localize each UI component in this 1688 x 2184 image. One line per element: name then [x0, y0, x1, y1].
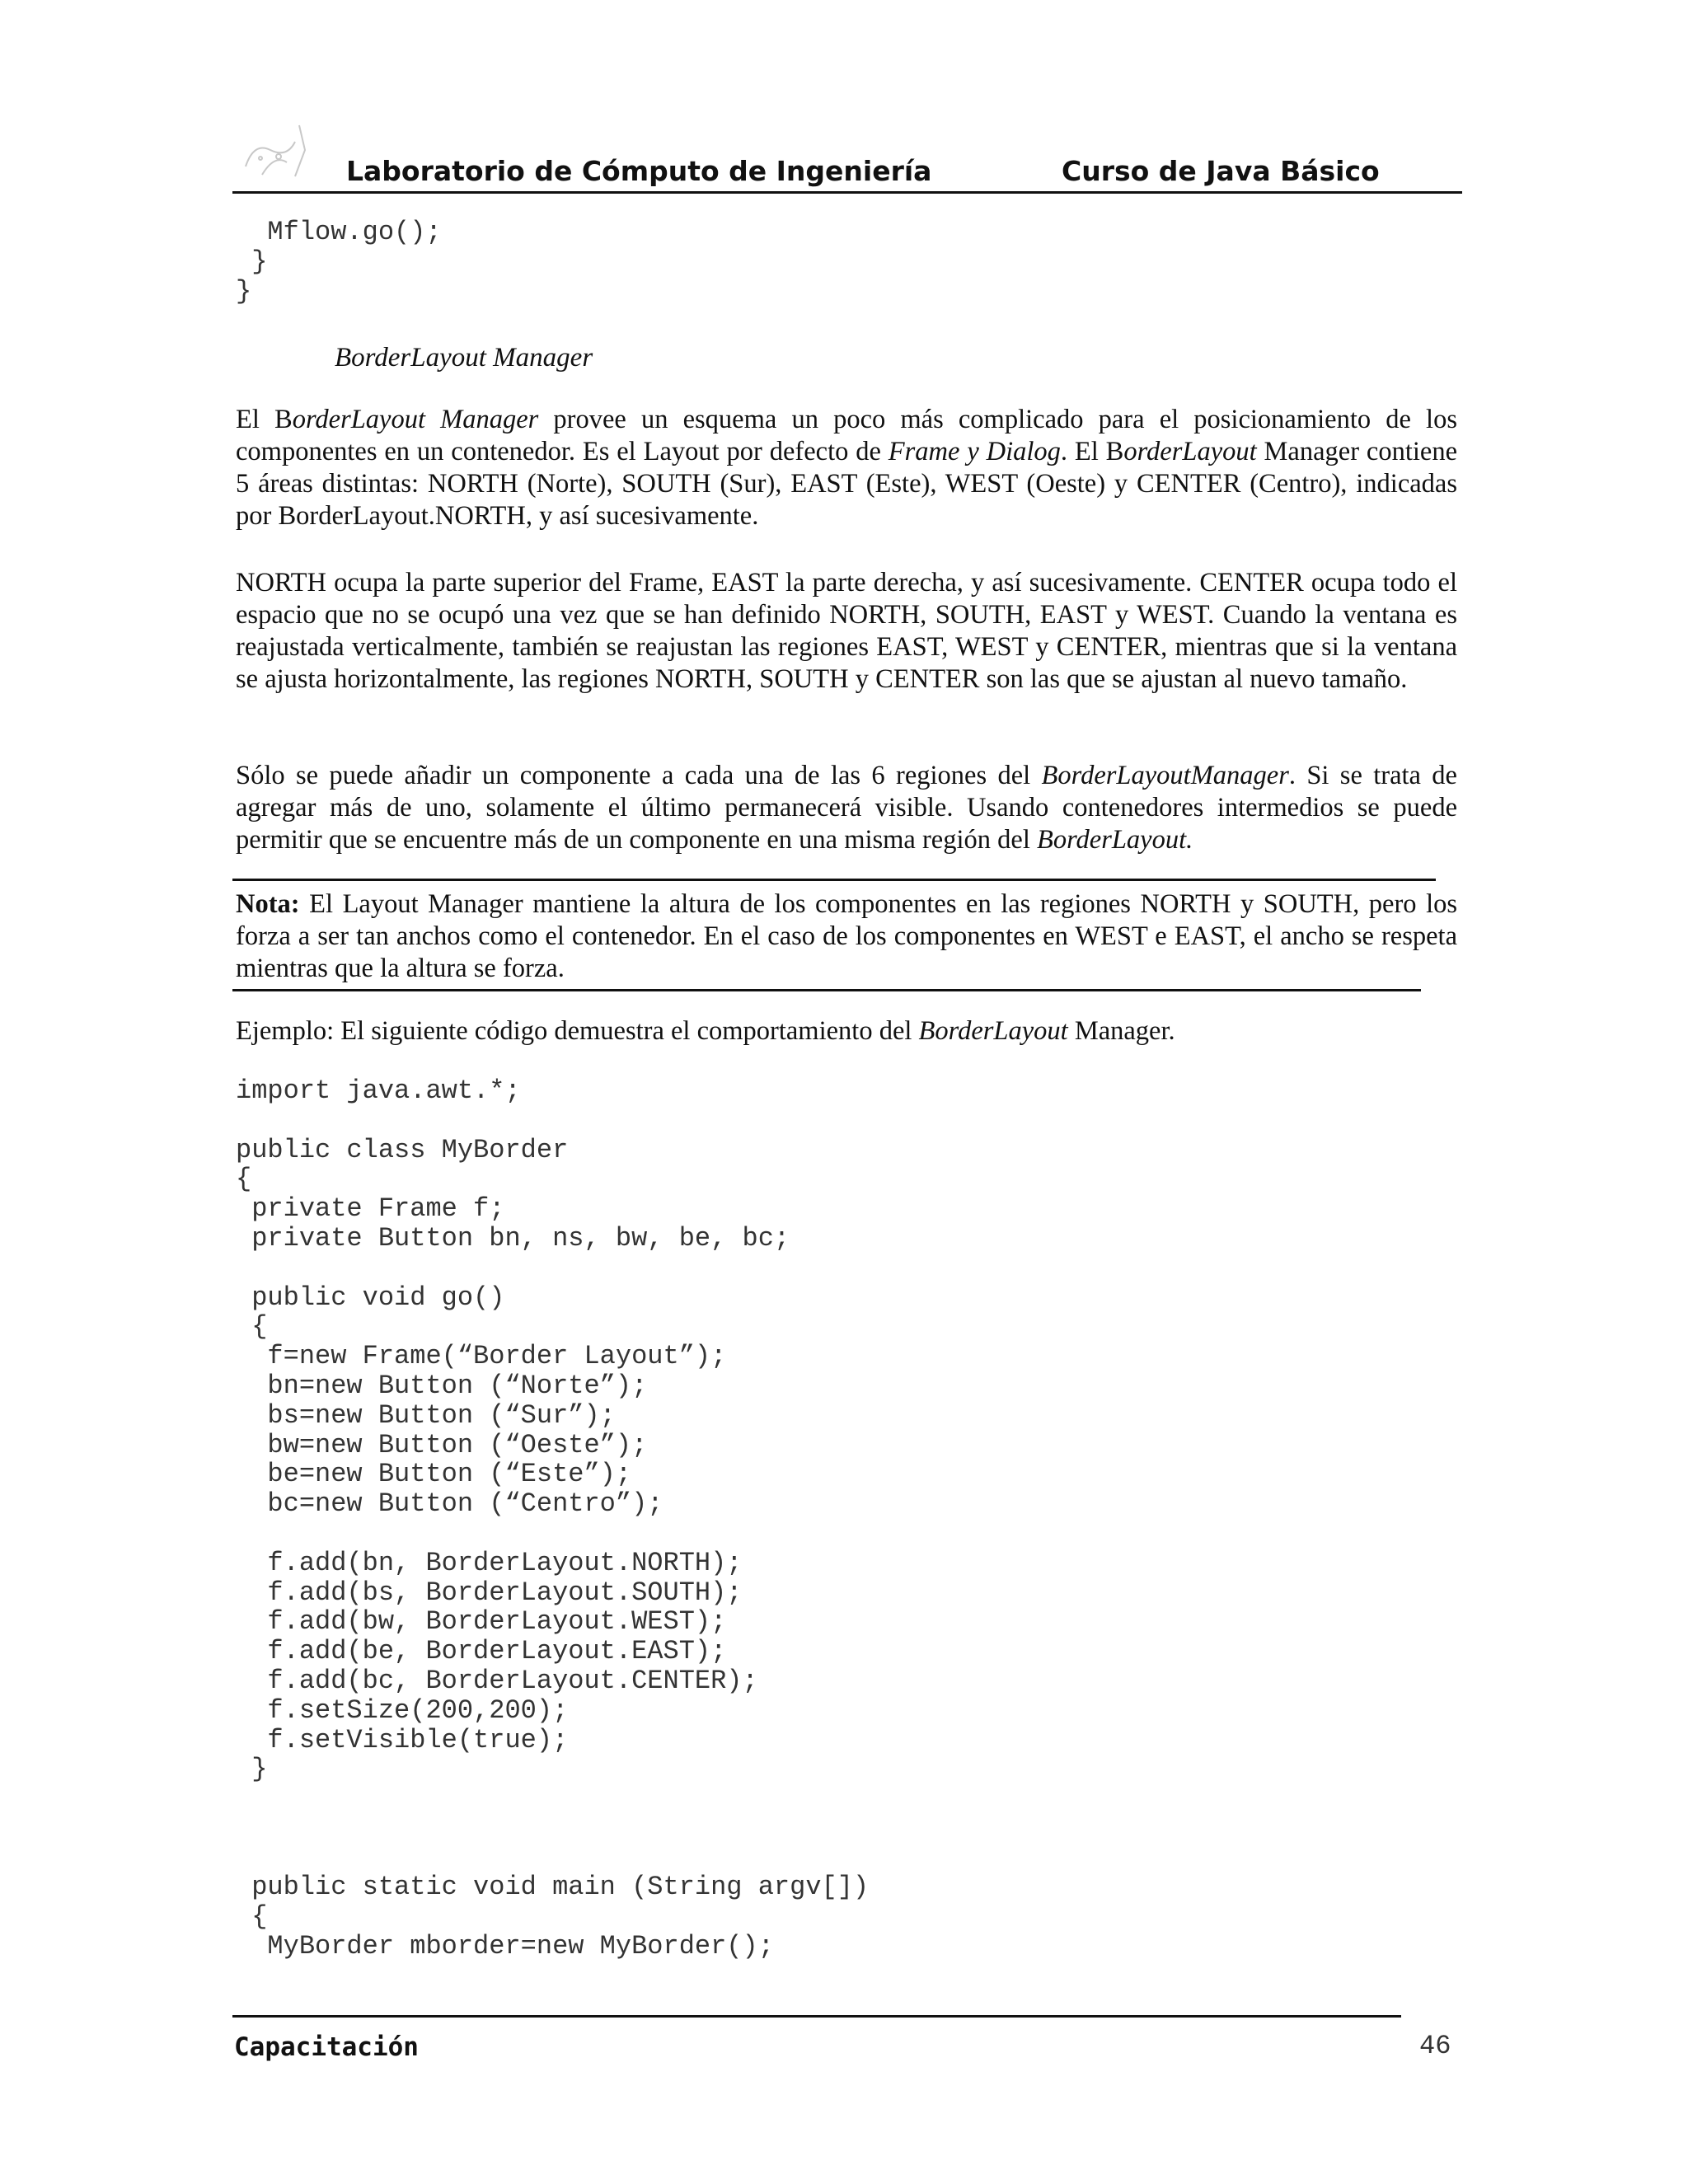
- code-line: f.add(be, BorderLayout.EAST);: [236, 1636, 727, 1667]
- paragraph-example: Ejemplo: El siguiente código demuestra el comportamiento del BorderLayout Manager.: [236, 1016, 1175, 1046]
- header-divider: [232, 191, 1462, 194]
- code-line: f.add(bs, BorderLayout.SOUTH);: [236, 1577, 743, 1608]
- institution-logo: [229, 117, 328, 183]
- code-line: }: [236, 246, 268, 277]
- code-line: }: [236, 1754, 268, 1785]
- code-line: [236, 1519, 790, 1549]
- code-line: public static void main (String argv[]): [236, 1872, 870, 1902]
- code-line: private Frame f;: [236, 1193, 505, 1225]
- header-title-left: Laboratorio de Cómputo de Ingeniería: [346, 155, 932, 187]
- code-line: Mflow.go();: [236, 217, 442, 247]
- page-number: 46: [1419, 2031, 1451, 2061]
- code-block-bottom: [236, 1872, 869, 1961]
- paragraph-intro: El BorderLayout Manager provee un esquema un poco más complicado para el posicionamiento de los componentes en un contenedor. Es el Layout por defecto de Frame y Dialog. El BorderLayout Manager contiene 5 áreas distintas: NORTH (Norte), SOUTH (Sur), EAST (Este), WEST (Oeste) y CENTER (Centro), indicadas por BorderLayout.NORTH, y así sucesivamente.: [236, 405, 1457, 531]
- code-line: be=new Button (“Este”);: [236, 1459, 632, 1490]
- code-line: private Button bn, ns, bw, be, bc;: [236, 1222, 790, 1254]
- code-line: bc=new Button (“Centro”);: [236, 1488, 663, 1520]
- note-bottom-divider: [232, 989, 1421, 991]
- code-line: public void go(): [236, 1282, 505, 1313]
- note-box: Nota: El Layout Manager mantiene la altura de los componentes en las regiones NORTH y SOUTH, pero los forza a ser tan anchos como el contenedor. En el caso de los componentes en WEST e EAST, el ancho se respeta mientras que la altura se forza.: [236, 889, 1457, 983]
- code-block-top: [236, 218, 442, 306]
- section-heading: BorderLayout Manager: [335, 343, 593, 373]
- code-line: f.add(bw, BorderLayout.WEST);: [236, 1606, 727, 1638]
- code-line: f.add(bn, BorderLayout.NORTH);: [236, 1547, 743, 1578]
- code-line: {: [236, 1900, 268, 1932]
- paragraph-components: Sólo se puede añadir un componente a cada una de las 6 regiones del BorderLayoutManager. Si se trata de agregar más de uno, solamente el último permanecerá visible. Usando contenedores intermedios se puede permitir que se encuentre más de un componente en una misma región del BorderLayout.: [236, 761, 1457, 855]
- code-line: f.setVisible(true);: [236, 1724, 569, 1755]
- code-line: f=new Frame(“Border Layout”);: [236, 1341, 727, 1372]
- note-top-divider: [232, 879, 1436, 881]
- code-line: {: [236, 1164, 252, 1195]
- code-line: }: [236, 275, 252, 307]
- code-line: [236, 1106, 790, 1136]
- paragraph-regions: NORTH ocupa la parte superior del Frame, EAST la parte derecha, y así sucesivamente. CENTER ocupa todo el espacio que no se ocupó una vez que se han definido NORTH, SOUTH, EAST y WEST. Cuando la ventana es reajustada verticalmente, también se reajustan las regiones EAST, WEST y CENTER, mientras que si la ventana se ajusta horizontalmente, las regiones NORTH, SOUTH y CENTER son las que se ajustan al nuevo tamaño.: [236, 568, 1457, 694]
- footer-label: Capacitación: [234, 2032, 419, 2062]
- code-line: [236, 1254, 790, 1283]
- code-line: f.setSize(200,200);: [236, 1694, 569, 1726]
- header-title-right: Curso de Java Básico: [1062, 155, 1380, 187]
- code-line: MyBorder mborder=new MyBorder();: [236, 1930, 774, 1961]
- note-label: Nota:: [236, 889, 300, 919]
- code-line: bs=new Button (“Sur”);: [236, 1399, 616, 1431]
- code-line: bw=new Button (“Oeste”);: [236, 1429, 648, 1460]
- code-line: f.add(bc, BorderLayout.CENTER);: [236, 1665, 758, 1696]
- footer-divider: [232, 2015, 1401, 2018]
- code-line: public class MyBorder: [236, 1134, 569, 1165]
- code-block-main: [236, 1076, 790, 1784]
- code-line: bn=new Button (“Norte”);: [236, 1370, 648, 1401]
- code-line: {: [236, 1311, 268, 1343]
- code-line: import java.awt.*;: [236, 1076, 521, 1106]
